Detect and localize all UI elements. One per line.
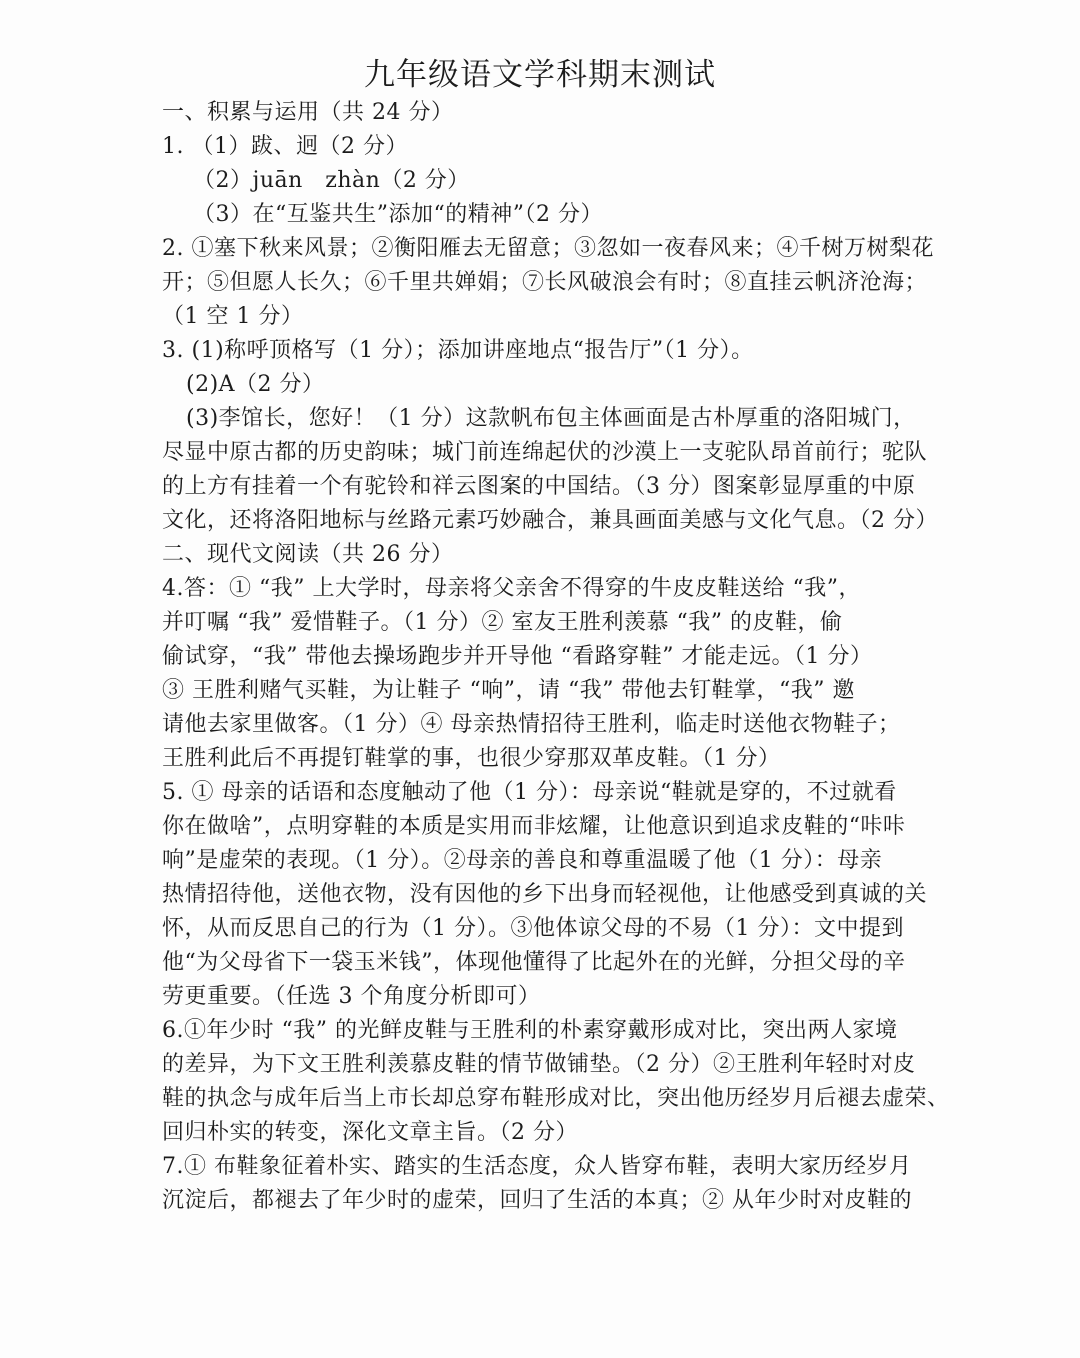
answer-line: ③ 王胜利赌气买鞋，为让鞋子 “响”，请 “我” 带他去钉鞋掌，“我” 邀 — [162, 678, 855, 703]
answer-line: 请他去家里做客。（1 分）④ 母亲热情招待王胜利，临走时送他衣物鞋子； — [162, 712, 901, 737]
answer-line: (3)李馆长，您好！（1 分）这款帆布包主体画面是古朴厚重的洛阳城门， — [186, 406, 916, 431]
answer-line: 你在做啥”，点明穿鞋的本质是实用而非炫耀，让他意识到追求皮鞋的“咔咔 — [162, 814, 906, 839]
answer-line: 怀，从而反思自己的行为（1 分）。③他体谅父母的不易（1 分）：文中提到 — [162, 916, 904, 941]
answer-line: 偷试穿，“我” 带他去操场跑步并开导他 “看路穿鞋” 才能走远。（1 分） — [162, 644, 873, 669]
answer-line: 沉淀后，都褪去了年少时的虚荣，回归了生活的本真；② 从年少时对皮鞋的 — [162, 1188, 912, 1213]
answer-line: 并叮嘱 “我” 爱惜鞋子。（1 分）② 室友王胜利羡慕 “我” 的皮鞋，偷 — [162, 610, 843, 635]
answer-line: 6.①年少时 “我” 的光鲜皮鞋与王胜利的朴素穿戴形成对比，突出两人家境 — [162, 1018, 898, 1043]
answer-line: 他“为父母省下一袋玉米钱”，体现他懂得了比起外在的光鲜，分担父母的辛 — [162, 950, 906, 975]
answer-line: 3. (1)称呼顶格写（1 分）；添加讲座地点“报告厅”（1 分）。 — [162, 338, 754, 363]
answer-line: 1. （1）跋、迥（2 分） — [162, 134, 408, 159]
document-title: 九年级语文学科期末测试 — [364, 57, 716, 93]
answer-line: 热情招待他，送他衣物，没有因他的乡下出身而轻视他，让他感受到真诚的关 — [162, 882, 928, 907]
answer-line: 4.答：① “我” 上大学时，母亲将父亲舍不得穿的牛皮皮鞋送给 “我”， — [162, 576, 861, 601]
answer-line: 鞋的执念与成年后当上市长却总穿布鞋形成对比，突出他历经岁月后褪去虚荣、 — [162, 1086, 950, 1111]
answer-line: 尽显中原古都的历史韵味；城门前连绵起伏的沙漠上一支驼队昂首前行；驼队 — [162, 440, 928, 465]
answer-line: 5. ① 母亲的话语和态度触动了他（1 分）：母亲说“鞋就是穿的，不过就看 — [162, 780, 897, 805]
answer-line: （3）在“互鉴共生”添加“的精神”（2 分） — [193, 202, 603, 227]
answer-line: 开；⑤但愿人长久；⑥千里共婵娟；⑦长风破浪会有时；⑧直挂云帆济沧海； — [162, 270, 928, 295]
answer-line: 的上方有挂着一个有驼铃和祥云图案的中国结。（3 分）图案彰显厚重的中原 — [162, 474, 916, 499]
section-heading-1: 一、积累与运用（共 24 分） — [162, 100, 454, 125]
answer-line: 王胜利此后不再提钉鞋掌的事，也很少穿那双革皮鞋。（1 分） — [162, 746, 781, 771]
answer-line: 的差异，为下文王胜利羡慕皮鞋的情节做铺垫。（2 分）②王胜利年轻时对皮 — [162, 1052, 916, 1077]
answer-line: （2）juān zhàn（2 分） — [193, 168, 470, 193]
answer-line: 回归朴实的转变，深化文章主旨。（2 分） — [162, 1120, 578, 1145]
section-heading-2: 二、现代文阅读（共 26 分） — [162, 542, 454, 567]
answer-line: 劳更重要。（任选 3 个角度分析即可） — [162, 984, 541, 1009]
answer-line: 文化，还将洛阳地标与丝路元素巧妙融合，兼具画面美感与文化气息。（2 分） — [162, 508, 938, 533]
answer-line: （1 空 1 分） — [162, 304, 304, 329]
answer-line: 2. ①塞下秋来风景；②衡阳雁去无留意；③忽如一夜春风来；④千树万树梨花 — [162, 236, 934, 261]
answer-line: (2)A（2 分） — [186, 372, 325, 397]
answer-line: 响”是虚荣的表现。（1 分）。②母亲的善良和尊重温暖了他（1 分）：母亲 — [162, 848, 883, 873]
answer-line: 7.① 布鞋象征着朴实、踏实的生活态度，众人皆穿布鞋，表明大家历经岁月 — [162, 1154, 912, 1179]
